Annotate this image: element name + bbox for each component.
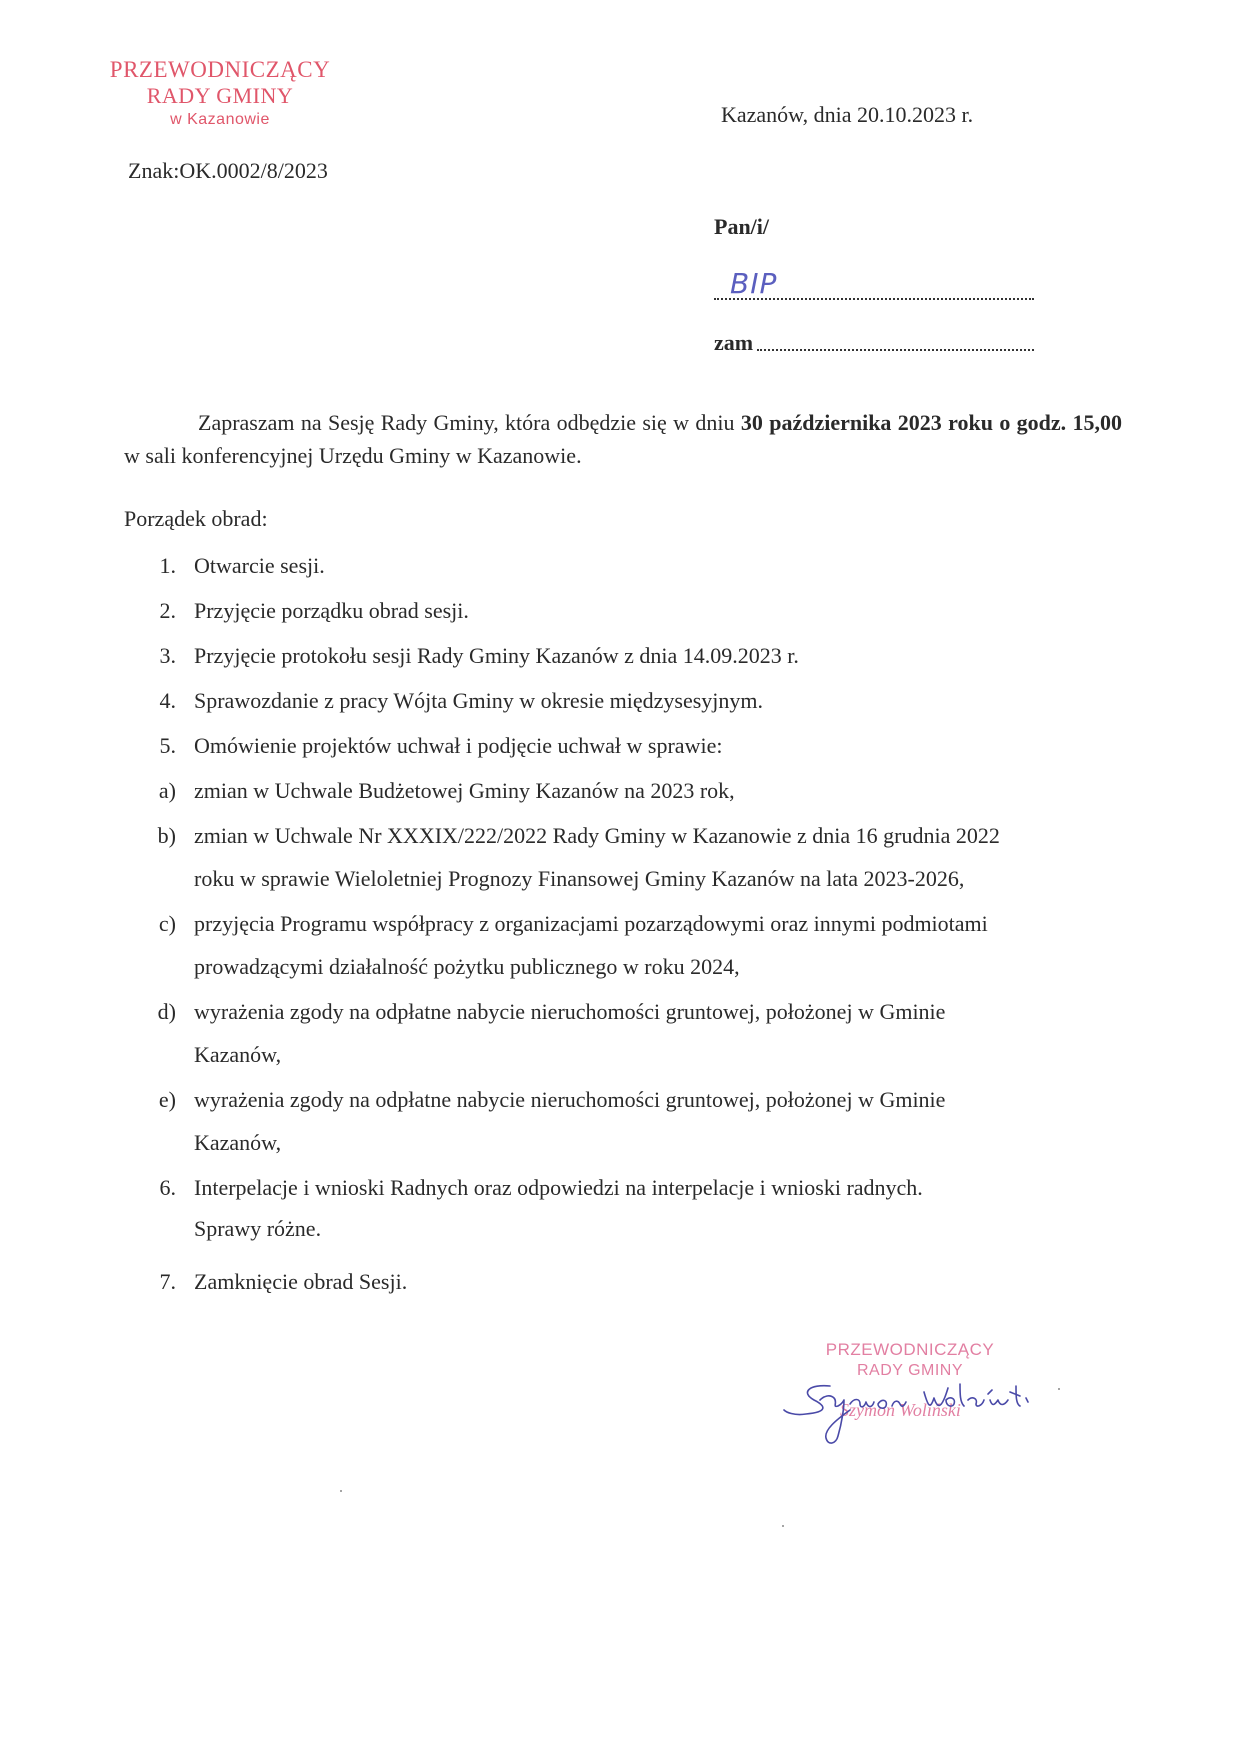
chairman-signature-stamp <box>780 1340 1040 1450</box>
agenda-item-line: wyrażenia zgody na odpłatne nabycie nieruchomości gruntowej, położonej w Gminie <box>194 999 946 1024</box>
agenda-item <box>124 1265 1122 1298</box>
agenda-item-marker: 4. <box>159 688 176 713</box>
agenda-item-marker: d) <box>157 999 176 1024</box>
agenda-heading: Porządek obrad: <box>124 506 268 531</box>
address-label: zam <box>714 330 754 355</box>
agenda-item-line: Sprawy różne. <box>194 1216 322 1241</box>
agenda-item-text <box>194 995 1122 1071</box>
agenda-item-text: Zamknięcie obrad Sesji. <box>194 1269 408 1294</box>
scan-speck <box>1058 1388 1060 1390</box>
session-date: 30 października 2023 roku <box>740 410 993 435</box>
invitation-text-end: w sali konferencyjnej Urzędu Gminy w Kazanowie. <box>124 443 582 468</box>
chairman-stamp <box>100 57 340 129</box>
agenda-item-text: Przyjęcie porządku obrad sesji. <box>194 598 469 623</box>
invitation-paragraph <box>124 406 1122 472</box>
agenda-item-marker: 7. <box>159 1269 176 1294</box>
agenda-item <box>124 594 1122 627</box>
agenda-subitem <box>124 774 1122 807</box>
agenda-item <box>124 684 1122 717</box>
addressee-handwritten-name: BIP <box>730 267 778 300</box>
agenda-item-text <box>194 1171 1122 1245</box>
agenda-item-marker: 5. <box>159 733 176 758</box>
dotted-line <box>714 298 1034 300</box>
agenda-item-line: przyjęcia Programu współpracy z organizacjami pozarządowymi oraz innymi podmiotami <box>194 911 988 936</box>
session-time: o godz. 15,00 <box>999 410 1123 435</box>
agenda-item-marker: b) <box>157 823 176 848</box>
dotted-line <box>757 349 1034 351</box>
addressee-name-line <box>714 267 1034 300</box>
addressee-block <box>714 214 1034 356</box>
stamp-line-council: RADY GMINY <box>146 83 294 109</box>
agenda-item <box>124 549 1122 582</box>
agenda-item-text <box>194 819 1122 895</box>
agenda-item-line: prowadzącymi działalność pożytku publicznego w roku 2024, <box>194 954 740 979</box>
agenda-item-text: Omówienie projektów uchwał i podjęcie uchwał w sprawie: <box>194 733 723 758</box>
agenda-item-marker: 3. <box>159 643 176 668</box>
agenda-item-line: zmian w Uchwale Nr XXXIX/222/2022 Rady Gminy w Kazanowie z dnia 16 grudnia 2022 <box>194 823 1000 848</box>
handwritten-signature <box>780 1370 1040 1470</box>
agenda-item <box>124 1171 1122 1245</box>
stamp-line-title: PRZEWODNICZĄCY <box>825 1340 995 1359</box>
addressee-title: Pan/i/ <box>714 214 770 239</box>
agenda-item-text: Otwarcie sesji. <box>194 553 325 578</box>
agenda-item-marker: 1. <box>159 553 176 578</box>
agenda-item-marker: 6. <box>159 1175 176 1200</box>
agenda-item <box>124 639 1122 672</box>
date-line: Kazanów, dnia 20.10.2023 r. <box>721 102 974 127</box>
agenda-subitem <box>124 907 1122 983</box>
agenda-subitem <box>124 995 1122 1071</box>
agenda-item-marker: c) <box>158 911 176 936</box>
reference-number: Znak:OK.0002/8/2023 <box>128 158 328 183</box>
address-line <box>714 330 1034 356</box>
agenda-item-line: wyrażenia zgody na odpłatne nabycie nieruchomości gruntowej, położonej w Gminie <box>194 1087 946 1112</box>
agenda-item-text <box>194 1083 1122 1159</box>
agenda-item <box>124 729 1122 762</box>
agenda-item-line: roku w sprawie Wieloletniej Prognozy Finansowej Gminy Kazanów na lata 2023-2026, <box>194 866 965 891</box>
invitation-text-start: Zapraszam na Sesję Rady Gminy, która odbędzie się w dniu <box>198 410 741 435</box>
stamp-line-title: PRZEWODNICZĄCY <box>109 57 331 82</box>
agenda-item-text: Sprawozdanie z pracy Wójta Gminy w okresie międzysesyjnym. <box>194 688 763 713</box>
agenda-item-line: Kazanów, <box>194 1130 282 1155</box>
agenda-item-text <box>194 907 1122 983</box>
agenda-item-text: zmian w Uchwale Budżetowej Gminy Kazanów na 2023 rok, <box>194 778 735 803</box>
agenda-item-line: Kazanów, <box>194 1042 282 1067</box>
agenda-item-marker: a) <box>158 778 176 803</box>
scan-speck <box>340 1490 342 1492</box>
agenda-subitem <box>124 1083 1122 1159</box>
scan-speck <box>782 1525 784 1527</box>
stamp-line-council: RADY GMINY <box>856 1362 964 1379</box>
stamp-line-name: Szymon Woliński <box>840 1400 961 1420</box>
agenda-item-marker: 2. <box>159 598 176 623</box>
agenda-item-marker: e) <box>158 1087 176 1112</box>
agenda-item-line: Interpelacje i wnioski Radnych oraz odpowiedzi na interpelacje i wnioski radnych. <box>194 1175 923 1200</box>
agenda-subitem <box>124 819 1122 895</box>
agenda-item-text: Przyjęcie protokołu sesji Rady Gminy Kazanów z dnia 14.09.2023 r. <box>194 643 799 668</box>
stamp-line-location: w Kazanowie <box>170 110 270 128</box>
agenda-list <box>124 549 1122 1310</box>
